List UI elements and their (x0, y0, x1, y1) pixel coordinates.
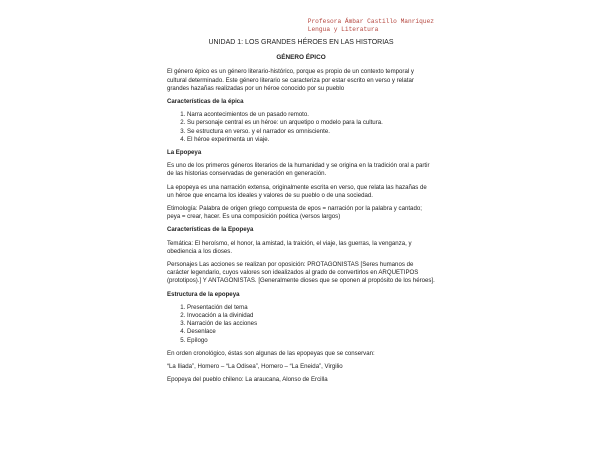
personajes-paragraph: Personajes Las acciones se realizan por oposición: PROTAGONISTAS [Seres humanos de carácter legendario, cuyos valores son idealizados al grado de convertirlos en ARQUETIPOS (prototipos).] Y ANTAGONISTAS. [Generalmente dioses que se oponen al propósito de los héroes]. (167, 261, 435, 285)
intro-paragraph: El género épico es un género literario-histórico, porque es propio de un contexto temporal y cultural determinado. Este género literario se caracteriza por estar escrito en verso y relatar grandes hazañas realizadas por un héroe conocido por su pueblo (167, 68, 414, 92)
chile-paragraph: Epopeya del pueblo chileno: La araucana, Alonso de Ercilla (167, 376, 328, 384)
obras-paragraph: “La Iliada”, Homero – “La Odisea”, Homero – “La Eneida”, Virgilio (167, 363, 343, 371)
cronologico-paragraph: En orden cronológico, éstas son algunas de las epopeyas que se conservan: (167, 349, 375, 357)
epica-list (167, 111, 435, 144)
estructura-heading: Estructura de la epopeya (167, 290, 240, 298)
epopeya-paragraph-2: La epopeya es una narración extensa, originalmente escrita en verso, que relata las hazañas de un héroe que encarna los ideales y valores de su pueblo o de una sociedad. (167, 183, 427, 199)
list-item: 3. Narración de las acciones (187, 320, 435, 328)
list-item: 1. Presentación del tema (187, 304, 435, 312)
epopeya-paragraph-1: Es uno de los primeros géneros literarios de la humanidad y se origina en la tradición oral a partir de las historias conservadas de generación en generación. (167, 162, 430, 178)
list-item: 3. Se estructura en verso. y el narrador es omnisciente. (187, 128, 435, 136)
subject-name: Lengua y Literatura (307, 26, 379, 33)
list-item: 1. Narra acontecimientos de un pasado remoto. (187, 111, 435, 119)
page-header (308, 18, 434, 34)
list-item: 5. Epílogo (187, 337, 435, 345)
list-item: 2. Su personaje central es un héroe: un arquetipo o modelo para la cultura. (187, 119, 435, 127)
list-item: 2. Invocación a la divinidad (187, 312, 435, 320)
unit-title: UNIDAD 1: LOS GRANDES HÉROES EN LAS HISTORIAS (208, 39, 394, 46)
estructura-list (167, 304, 435, 345)
teacher-name: Profesora Ámbar Castillo Manríquez (307, 18, 434, 25)
caract-epopeya-heading: Características de la Epopeya (167, 226, 254, 234)
genre-subtitle: GÉNERO ÉPICO (276, 54, 326, 62)
epica-heading: Características de la épica (167, 98, 244, 106)
list-item: 4. Desenlace (187, 328, 435, 336)
etimologia-paragraph: Etimología: Palabra de origen griego compuesta de epos = narración por la palabra y cantado; peya = crear, hacer. Es una composición poética (versos largos) (167, 205, 422, 221)
epopeya-heading: La Epopeya (167, 149, 202, 157)
document-body (167, 39, 435, 390)
list-item: 4. El héroe experimenta un viaje. (187, 136, 435, 144)
tematica-paragraph: Temática: El heroísmo, el honor, la amistad, la traición, el viaje, las guerras, la venganza, y obediencia a los dioses. (167, 239, 412, 255)
